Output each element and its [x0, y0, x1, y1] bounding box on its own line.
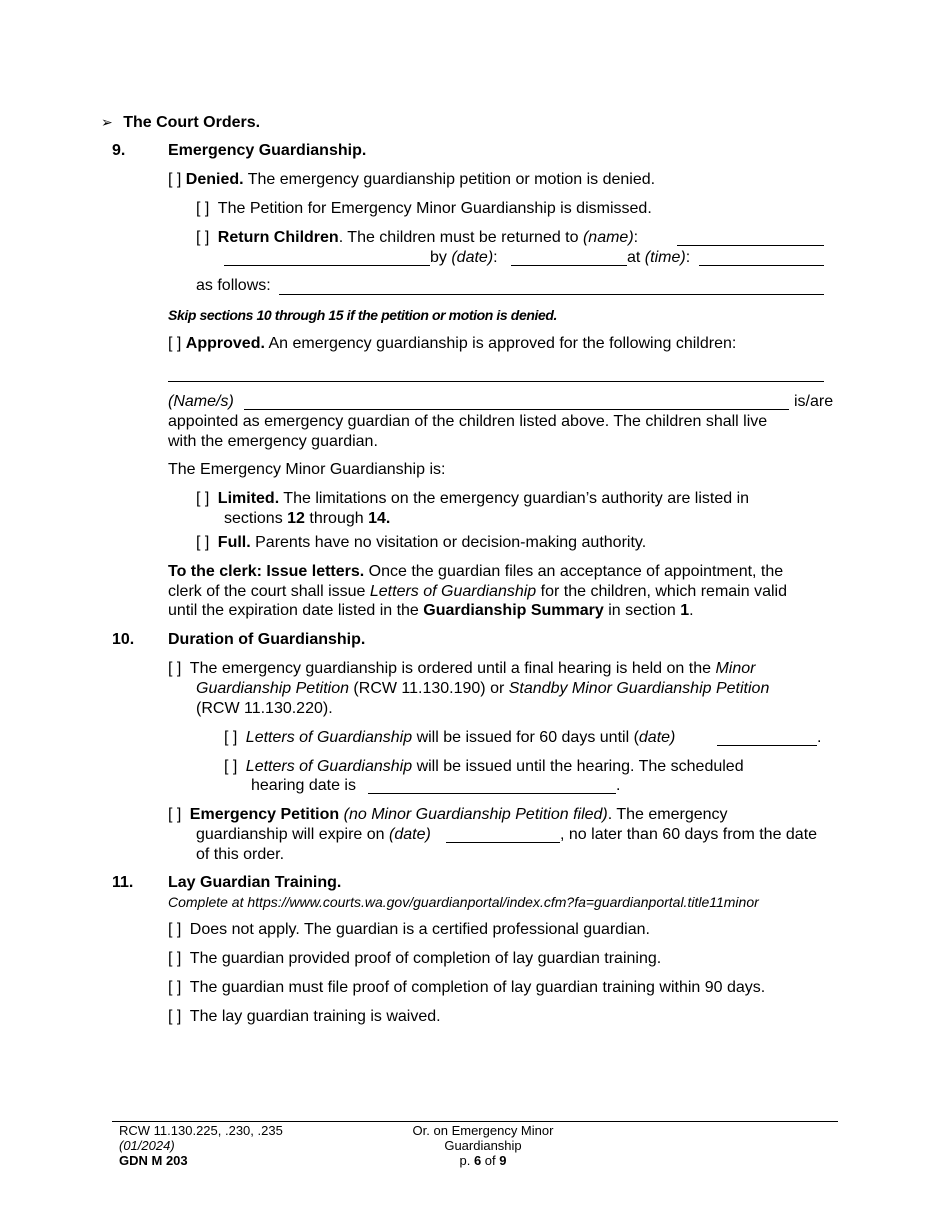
waived-checkbox[interactable]: [ ] — [168, 1008, 182, 1025]
footer-form-title-2: Guardianship — [444, 1138, 522, 1153]
limited-checkbox[interactable]: [ ] — [196, 490, 210, 507]
until-hearing-option[interactable]: [ ] The emergency guardianship is ordered until a final hearing is held on the Minor — [168, 660, 756, 677]
provided-checkbox[interactable]: [ ] — [168, 950, 182, 967]
ep-line2-rest: , no later than 60 days from the date — [560, 826, 818, 843]
denied-checkbox[interactable]: [ ] — [168, 171, 182, 188]
approved-checkbox[interactable]: [ ] — [168, 335, 182, 352]
section-10-title: Duration of Guardianship. — [168, 631, 366, 648]
until-hearing-letters-checkbox[interactable]: [ ] — [224, 758, 238, 775]
dismissed-checkbox[interactable]: [ ] — [196, 200, 210, 217]
return-label: Return Children — [217, 229, 339, 246]
footer-form-number: GDN M 203 — [119, 1153, 188, 1168]
limited-sections: sections 12 through 14. — [224, 510, 391, 527]
ep-line3: of this order. — [196, 846, 285, 863]
sixty-days-period: . — [817, 729, 822, 746]
return-time-label: at (time): — [627, 249, 691, 266]
dismissed-text: The Petition for Emergency Minor Guardianship is dismissed. — [217, 200, 652, 217]
emergency-petition-option[interactable]: [ ] Emergency Petition (no Minor Guardianship Petition filed). The emergency — [168, 806, 728, 823]
as-follows-field[interactable] — [279, 279, 824, 295]
not-apply-checkbox[interactable]: [ ] — [168, 921, 182, 938]
guardian-names-field[interactable] — [244, 394, 789, 410]
court-orders-title: The Court Orders. — [123, 114, 261, 131]
full-option[interactable]: [ ] Full. Parents have no visitation or decision-making authority. — [196, 534, 647, 551]
court-orders-heading — [101, 112, 260, 133]
section-9-number: 9. — [112, 142, 126, 159]
footer-form-title-1: Or. on Emergency Minor — [412, 1123, 554, 1138]
hearing-date-period: . — [616, 777, 621, 794]
footer-page-number: p. 6 of 9 — [459, 1153, 507, 1168]
guardian-names-label: (Name/s) — [168, 393, 234, 410]
training-opt-waived[interactable]: [ ] The lay guardian training is waived. — [168, 1008, 441, 1025]
footer-rcw: RCW 11.130.225, .230, .235 — [119, 1123, 283, 1138]
hearing-date-field[interactable] — [368, 778, 616, 794]
full-checkbox[interactable]: [ ] — [196, 534, 210, 551]
section-11-title: Lay Guardian Training. — [168, 874, 342, 891]
denied-label: Denied. — [185, 171, 244, 188]
as-follows-label: as follows: — [196, 277, 271, 294]
hearing-date-label: hearing date is — [251, 777, 356, 794]
must-file-checkbox[interactable]: [ ] — [168, 979, 182, 996]
training-opt-must-file[interactable]: [ ] The guardian must file proof of completion of lay guardian training within 90 days. — [168, 979, 766, 996]
return-children-option[interactable]: [ ] Return Children. The children must be returned to (name): — [196, 229, 639, 246]
until-hearing-checkbox[interactable]: [ ] — [168, 660, 182, 677]
footer-divider — [112, 1121, 838, 1122]
return-by-date-label: by (date): — [430, 249, 498, 266]
sixty-days-option[interactable]: [ ] Letters of Guardianship will be issued for 60 days until (date) — [224, 729, 676, 746]
section-9-title: Emergency Guardianship. — [168, 142, 367, 159]
clerk-line2: clerk of the court shall issue Letters of Guardianship for the children, which remain valid — [168, 583, 787, 600]
limited-option[interactable]: [ ] Limited. The limitations on the emergency guardian’s authority are listed in — [196, 490, 750, 507]
until-hearing-letters-option[interactable]: [ ] Letters of Guardianship will be issued until the hearing. The scheduled — [224, 758, 744, 775]
arrow-bullet-icon: ➢ — [101, 114, 113, 130]
children-names-field[interactable] — [168, 366, 824, 382]
full-label: Full. — [217, 534, 251, 551]
section-10-number: 10. — [112, 631, 135, 648]
training-opt-not-apply[interactable]: [ ] Does not apply. The guardian is a certified professional guardian. — [168, 921, 650, 938]
clerk-line3: until the expiration date listed in the Guardianship Summary in section 1. — [168, 602, 694, 619]
approved-option[interactable]: [ ] Approved. An emergency guardianship is approved for the following children: — [168, 335, 737, 352]
guardianship-type-intro: The Emergency Minor Guardianship is: — [168, 461, 446, 478]
return-checkbox[interactable]: [ ] — [196, 229, 210, 246]
return-date-field[interactable] — [511, 250, 627, 266]
ep-expire-date-field[interactable] — [446, 827, 560, 843]
return-time-field[interactable] — [699, 250, 824, 266]
training-link[interactable]: Complete at https://www.courts.wa.gov/guardianportal/index.cfm?fa=guardianportal.title11minor — [168, 894, 759, 910]
isare-label: is/are — [794, 393, 834, 410]
denied-option[interactable] — [168, 170, 655, 190]
emergency-petition-checkbox[interactable]: [ ] — [168, 806, 182, 823]
clerk-line1: To the clerk: Issue letters. Once the guardian files an acceptance of appointment, the — [168, 563, 784, 580]
appointed-line2: with the emergency guardian. — [168, 433, 378, 450]
sixty-days-date-field[interactable] — [717, 730, 817, 746]
appointed-line1: appointed as emergency guardian of the children listed above. The children shall live — [168, 413, 768, 430]
footer-left — [119, 1123, 283, 1168]
footer-revision: (01/2024) — [119, 1138, 175, 1153]
return-name-field-cont[interactable] — [224, 250, 430, 266]
until-hearing-line3: (RCW 11.130.220). — [196, 700, 333, 717]
skip-note: Skip sections 10 through 15 if the petition or motion is denied. — [168, 307, 557, 323]
dismissed-option[interactable] — [196, 199, 652, 219]
until-hearing-line2: Guardianship Petition (RCW 11.130.190) or Standby Minor Guardianship Petition — [196, 680, 770, 697]
limited-label: Limited. — [217, 490, 280, 507]
denied-text: The emergency guardianship petition or motion is denied. — [243, 171, 656, 188]
section-11-number: 11. — [112, 874, 134, 891]
training-opt-provided[interactable]: [ ] The guardian provided proof of completion of lay guardian training. — [168, 950, 662, 967]
footer-center — [390, 1123, 576, 1168]
approved-label: Approved. — [185, 335, 265, 352]
sixty-days-checkbox[interactable]: [ ] — [224, 729, 238, 746]
ep-line2-label: guardianship will expire on (date) — [196, 826, 431, 843]
return-name-field[interactable] — [677, 230, 824, 246]
